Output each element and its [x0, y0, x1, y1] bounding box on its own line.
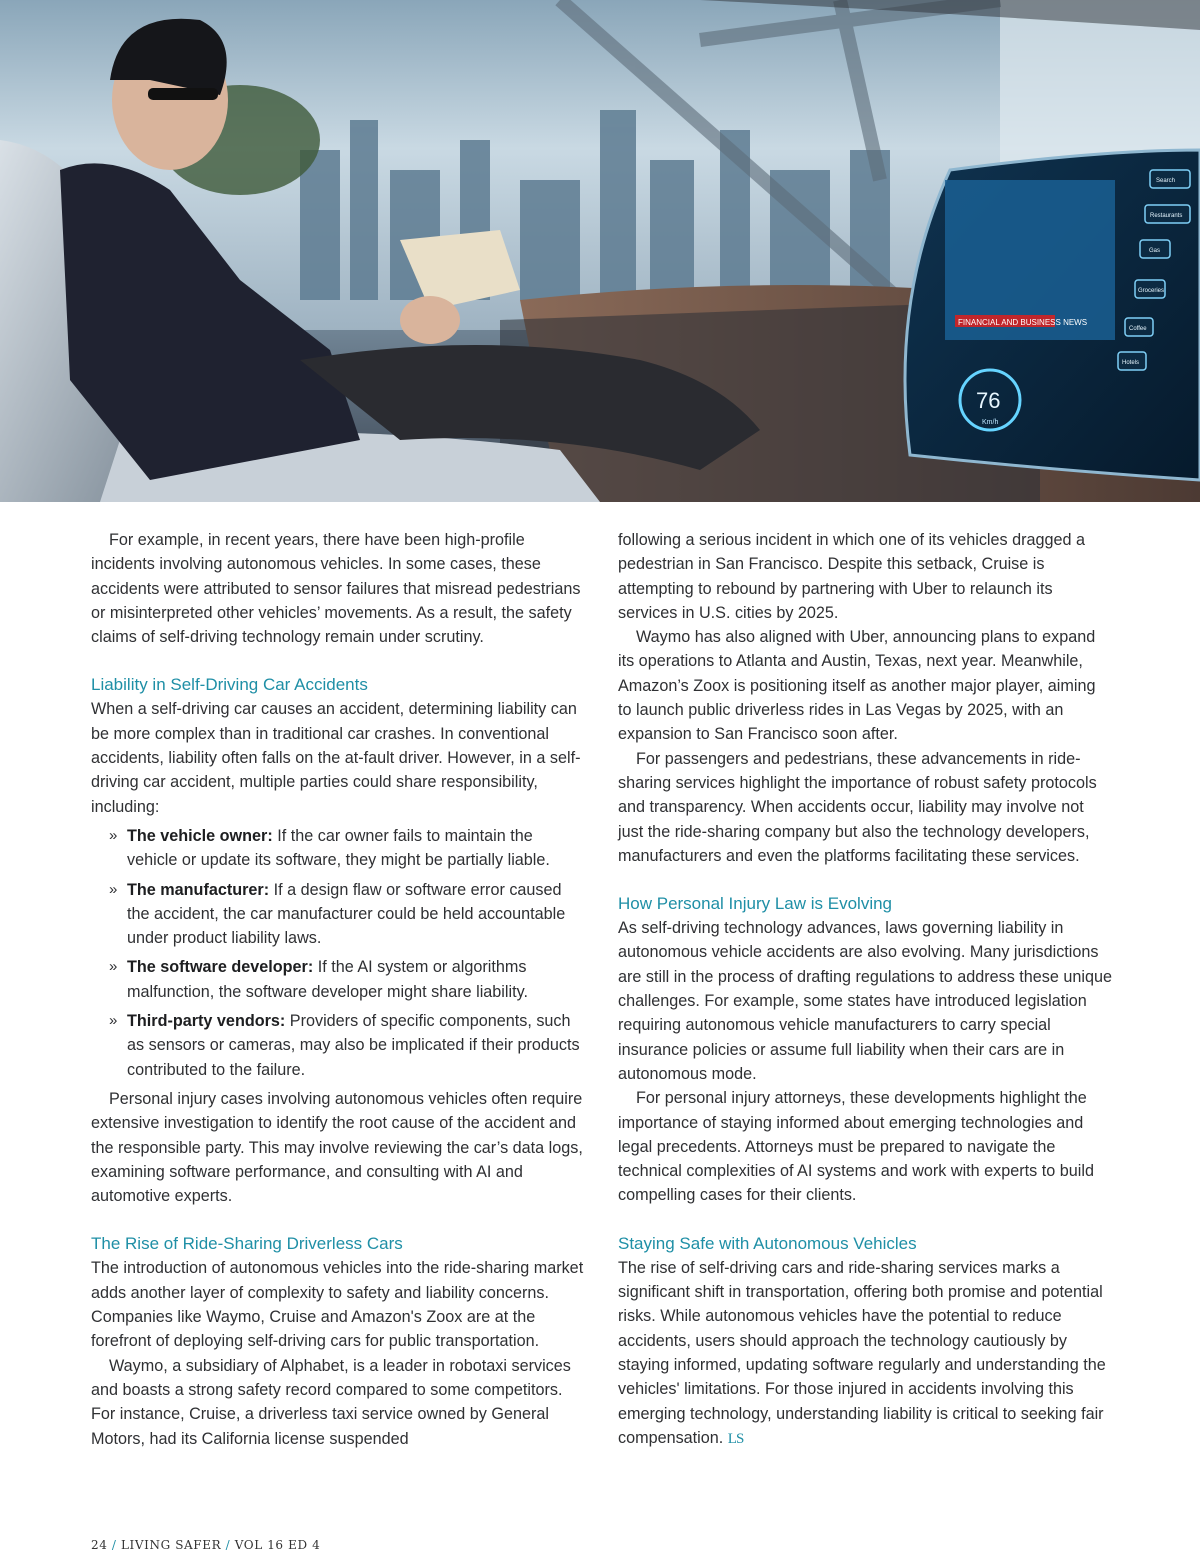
intro-paragraph: For example, in recent years, there have been high-profile incidents involving autonomous vehicles. In some cases, these accidents were attributed to sensor failures that misread pedestrians or misinterpreted other vehicles’ movements. As a result, the safety claims of self-driving technology remain under scrutiny. — [91, 531, 581, 647]
list-item-text: If the car owner fails to maintain the vehicle or update its software, they might be partially liable. — [127, 826, 550, 870]
bullet-marker: » — [109, 880, 118, 898]
safe-paragraph-text: The rise of self-driving cars and ride-sharing services marks a significant shift in transportation, offering both promise and potential risks. While autonomous vehicles have the potential to reduce accidents, users should approach the technology cautiously by staying informed, updating software regularly and understanding the vehicles' limitations. For those injured in accidents involving this emerging technology, understanding liability is critical to seeking fair compensation. — [618, 1258, 1106, 1447]
menu-search-label: Search — [1156, 178, 1176, 184]
left-column — [91, 528, 586, 1451]
uber-paragraph: Waymo has also aligned with Uber, announcing plans to expand its operations to Atlanta and Austin, Texas, next year. Meanwhile, Amazon’s Zoox is positioning itself as another major player, aiming to launch public driverless rides in Las Vegas by 2025, with an expansion to San Francisco soon after. — [618, 628, 1096, 744]
list-item-text: If the AI system or algorithms malfunction, the software developer might share liability. — [127, 958, 528, 1001]
list-item-term: The software developer: — [127, 958, 314, 977]
list-item — [91, 824, 586, 873]
attorneys-paragraph: For personal injury attorneys, these developments highlight the importance of staying informed about emerging technologies and legal precedents. Attorneys must be prepared to navigate the technical complexities of AI systems and work with experts to build compelling cases for their clients. — [618, 1089, 1094, 1205]
speed-unit: Km/h — [982, 419, 999, 426]
waymo-paragraph: Waymo, a subsidiary of Alphabet, is a leader in robotaxi services and boasts a strong safety record compared to some competitors. For instance, Cruise, a driverless taxi service owned by General Motors, had its California license suspended — [91, 1356, 571, 1448]
heading-liability: Liability in Self-Driving Car Accidents — [91, 675, 368, 695]
hero-illustration — [0, 0, 1200, 502]
list-item — [91, 878, 586, 951]
speed-readout: 76 — [976, 388, 1001, 413]
magazine-title: LIVING SAFER — [120, 1538, 222, 1552]
heading-evolving: How Personal Injury Law is Evolving — [618, 894, 893, 914]
liability-paragraph: When a self-driving car causes an accident, determining liability can be more complex than in traditional car crashes. In conventional accidents, liability often falls on the at-fault driver. However, in a self-driving car accident, multiple parties could share responsibility, including: — [91, 700, 581, 816]
list-item-term: Third-party vendors: — [127, 1012, 286, 1031]
rideshare-paragraph: The introduction of autonomous vehicles into the ride-sharing market adds another layer of complexity to safety and liability concerns. Companies like Waymo, Cruise and Amazon's Zoox are at the forefront of deploying self-driving cars for public transportation. — [91, 1259, 584, 1351]
list-item-text: Providers of specific components, such as sensors or cameras, may also be implicated if their products contributed to the failure. — [127, 1012, 580, 1079]
list-item-term: The vehicle owner: — [127, 826, 273, 845]
list-item — [91, 1009, 586, 1082]
heading-safe: Staying Safe with Autonomous Vehicles — [618, 1233, 917, 1253]
page-footer — [91, 1538, 320, 1552]
bullet-marker: » — [109, 1012, 118, 1030]
footer-separator: / — [225, 1538, 231, 1552]
list-item — [91, 955, 586, 1004]
menu-restaurants-label: Restaurants — [1150, 213, 1183, 219]
end-mark-logo: LS — [727, 1430, 744, 1447]
cases-paragraph: Personal injury cases involving autonomous vehicles often require extensive investigation to identify the root cause of the accident and the responsible party. This may involve reviewing the car’s data logs, examining software performance, and consulting with AI and automotive experts. — [91, 1089, 583, 1206]
right-column — [618, 528, 1113, 1451]
menu-groceries-label: Groceries — [1138, 288, 1165, 294]
safe-paragraph — [618, 1256, 1113, 1451]
page-number: 24 — [91, 1538, 108, 1552]
liability-list — [91, 824, 586, 1082]
list-item-text: If a design flaw or software error caused the accident, the car manufacturer could be held accountable under product liability laws. — [127, 880, 566, 948]
footer-separator: / — [111, 1538, 117, 1552]
menu-hotels-label: Hotels — [1122, 360, 1140, 366]
issue-label: VOL 16 ED 4 — [234, 1538, 321, 1552]
menu-gas-label: Gas — [1149, 248, 1161, 254]
heading-rideshare: The Rise of Ride-Sharing Driverless Cars — [91, 1234, 403, 1254]
hero-photo — [0, 0, 1200, 502]
list-item-term: The manufacturer: — [127, 880, 270, 899]
evolving-paragraph: As self-driving technology advances, laws governing liability in autonomous vehicle accidents are also evolving. Many jurisdictions are still in the process of drafting regulations to address these unique challenges. For example, some states have introduced legislation requiring autonomous vehicle manufacturers to carry special insurance policies or assume full liability when their cars are in autonomous mode. — [618, 919, 1113, 1083]
continued-paragraph: following a serious incident in which one of its vehicles dragged a pedestrian in San Francisco. Despite this setback, Cruise is attempting to rebound by partnering with Uber to relaunch its services in U.S. cities by 2025. — [618, 531, 1086, 622]
bullet-marker: » — [109, 958, 118, 976]
menu-coffee-label: Coffee — [1129, 326, 1147, 332]
passengers-paragraph: For passengers and pedestrians, these advancements in ride-sharing services highlight the importance of robust safety protocols and transparency. When accidents occur, liability may involve not just the ride-sharing company but also the technology developers, manufacturers and even the platforms facilitating these services. — [618, 749, 1097, 865]
news-banner-text: FINANCIAL AND BUSINESS NEWS — [958, 318, 1088, 327]
bullet-marker: » — [109, 826, 118, 844]
